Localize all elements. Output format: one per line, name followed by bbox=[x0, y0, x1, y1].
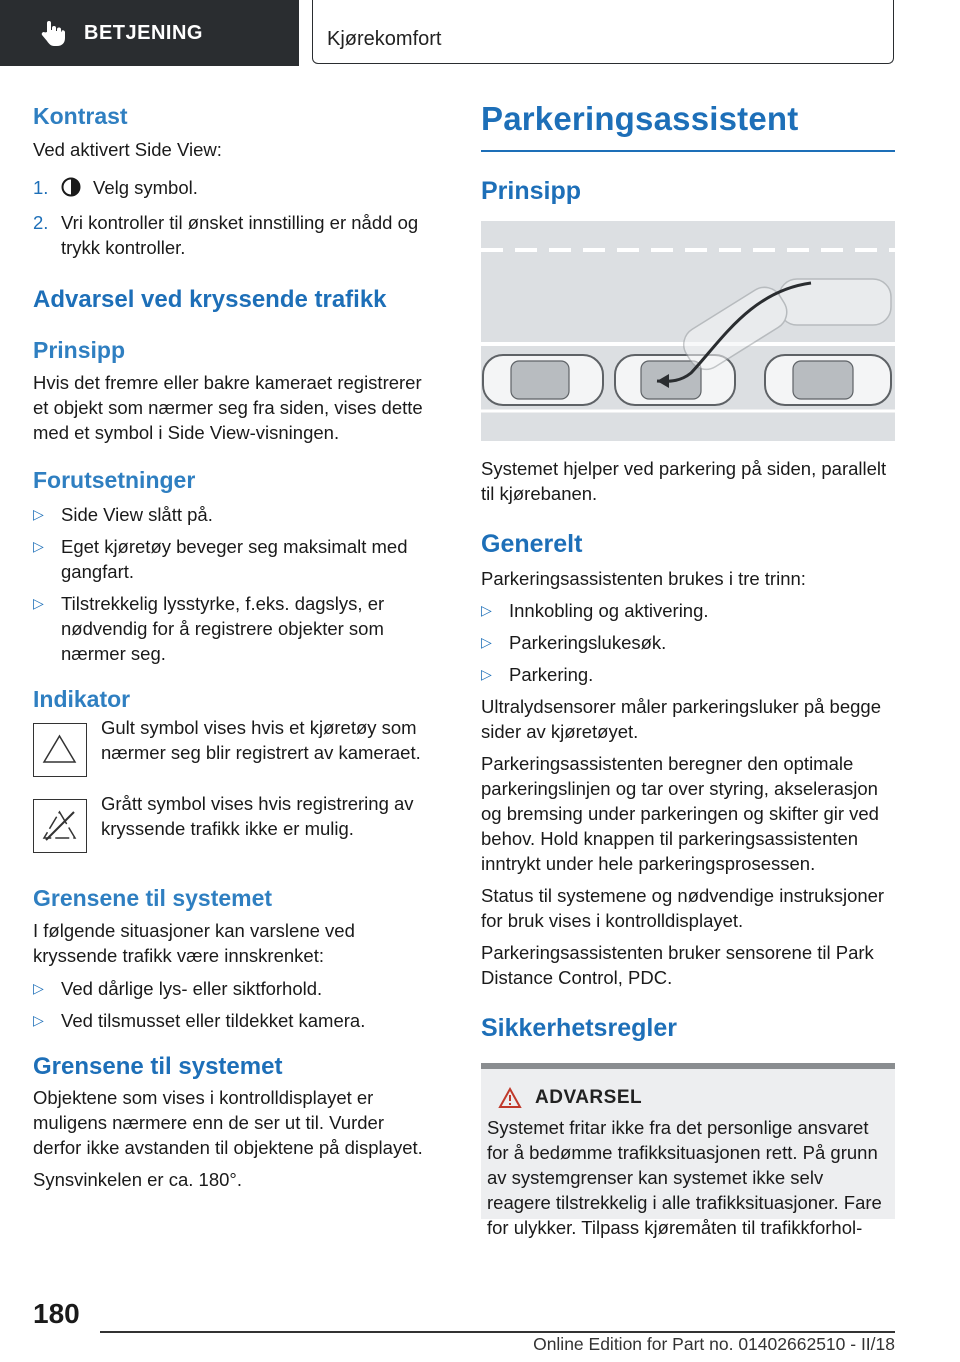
paragraph: Parkeringsassistenten bruker sensorene til Park Distance Control, PDC. bbox=[481, 942, 874, 988]
generelt-heading: Generelt bbox=[481, 530, 583, 558]
edition-info: Online Edition for Part no. 01402662510 - II/18 bbox=[533, 1334, 895, 1354]
list-item-text: Parkering. bbox=[509, 664, 594, 685]
contrast-icon bbox=[61, 177, 81, 203]
list-item-text: Parkeringslukesøk. bbox=[509, 632, 667, 653]
warning-label: ADVARSEL bbox=[535, 1087, 643, 1108]
list-item bbox=[33, 502, 435, 527]
step-2-text: Vri kontroller til ønsket innstilling er nådd og trykk kontroller. bbox=[61, 212, 419, 258]
triangle-bullet-icon: ▷ bbox=[33, 1012, 44, 1028]
triangle-bullet-icon: ▷ bbox=[33, 506, 44, 522]
list-item-text: Ved dårlige lys- eller siktforhold. bbox=[61, 978, 323, 999]
section-tab bbox=[0, 0, 299, 66]
list-item bbox=[481, 630, 895, 655]
warning-text: Systemet fritar ikke fra det personlige ansvaret for å bedømme trafikksituasjonen rett. På grunn av systemgrenser kan systemet ikke selv reagere tilstrekkelig i alle trafikksituasjoner. Fare for ulykker. Tilpass kjøremåten til trafikkforhol- bbox=[487, 1117, 882, 1238]
page-header bbox=[0, 0, 960, 66]
sikkerhet-heading: Sikkerhetsregler bbox=[481, 1014, 677, 1042]
list-item-text: Eget kjøretøy beveger seg maksimalt med gangfart. bbox=[61, 536, 408, 582]
warning-triangle-icon bbox=[33, 723, 87, 777]
parking-illustration bbox=[481, 221, 895, 441]
step-1-number: 1. bbox=[33, 177, 49, 198]
right-column bbox=[481, 100, 895, 1238]
warning-box bbox=[481, 1063, 895, 1238]
grense2-heading: Grensene til systemet bbox=[33, 1053, 283, 1080]
indicator-yellow bbox=[33, 715, 435, 777]
illustration-caption: Systemet hjelper ved parkering på siden, parallelt til kjørebanen. bbox=[481, 458, 887, 504]
list-item-text: Side View slått på. bbox=[61, 504, 213, 525]
grense-heading: Grensene til systemet bbox=[33, 885, 273, 911]
triangle-bullet-icon: ▷ bbox=[481, 602, 492, 618]
list-item bbox=[481, 598, 895, 623]
step-2 bbox=[33, 210, 435, 260]
paragraph: Parkeringsassistenten beregner den optimale parkeringslinjen og tar over styring, akselerasjon og bremsing under parkeringen og skifter gir ved behov. Hold knappen til parkeringsassistenten inntrykt under hele parkeringsprosessen. bbox=[481, 753, 879, 874]
step-1-text: Velg symbol. bbox=[93, 177, 198, 198]
list-item bbox=[33, 534, 435, 584]
step-1 bbox=[33, 175, 435, 203]
indikator-heading: Indikator bbox=[33, 686, 131, 712]
parking-assistant-heading: Parkeringsassistent bbox=[481, 100, 895, 152]
prinsipp-heading: Prinsipp bbox=[33, 337, 126, 363]
list-item bbox=[33, 591, 435, 666]
triangle-bullet-icon: ▷ bbox=[481, 634, 492, 650]
indicator-yellow-text: Gult symbol vises hvis et kjøretøy som nærmer seg blir registrert av kameraet. bbox=[101, 717, 421, 763]
forutsetninger-heading: Forutsetninger bbox=[33, 467, 196, 493]
parked-car-left bbox=[483, 355, 603, 405]
triangle-bullet-icon: ▷ bbox=[33, 980, 44, 996]
triangle-bullet-icon: ▷ bbox=[33, 595, 44, 611]
kontrast-heading: Kontrast bbox=[33, 103, 128, 129]
chapter-name: Kjørekomfort bbox=[327, 28, 442, 50]
parked-car-right bbox=[765, 355, 891, 405]
triangle-bullet-icon: ▷ bbox=[33, 538, 44, 554]
list-item-text: Innkobling og aktivering. bbox=[509, 600, 709, 621]
kontrast-intro: Ved aktivert Side View: bbox=[33, 139, 222, 160]
list-item bbox=[33, 976, 435, 1001]
list-item-text: Ved tilsmusset eller tildekket kamera. bbox=[61, 1010, 366, 1031]
cross-traffic-heading: Advarsel ved kryssende trafikk bbox=[33, 286, 387, 313]
section-name: BETJENING bbox=[84, 21, 203, 44]
footer-divider bbox=[100, 1331, 895, 1333]
page-number: 180 bbox=[33, 1298, 80, 1329]
grense-intro: I følgende situasjoner kan varslene ved kryssende trafikk være innskrenket: bbox=[33, 920, 355, 966]
step-2-number: 2. bbox=[33, 212, 49, 233]
generelt-intro: Parkeringsassistenten brukes i tre trinn: bbox=[481, 568, 806, 589]
triangle-bullet-icon: ▷ bbox=[481, 666, 492, 682]
crossed-warning-triangle-icon bbox=[33, 799, 87, 853]
indicator-grey-text: Grått symbol vises hvis registrering av kryssende trafikk ikke er mulig. bbox=[101, 793, 414, 839]
list-item bbox=[481, 662, 895, 687]
prinsipp-text: Hvis det fremre eller bakre kameraet registrerer et objekt som nærmer seg fra siden, vises dette med et symbol i Side View-visningen. bbox=[33, 372, 423, 443]
synsvinkel-text: Synsvinkelen er ca. 180°. bbox=[33, 1169, 242, 1190]
hand-pointer-icon bbox=[38, 18, 68, 48]
paragraph: Status til systemene og nødvendige instruksjoner for bruk vises i kontrolldisplayet. bbox=[481, 885, 885, 931]
prinsipp-heading: Prinsipp bbox=[481, 177, 582, 205]
warning-triangle-icon bbox=[499, 1088, 521, 1108]
paragraph: Ultralydsensorer måler parkeringsluker på begge sider av kjøretøyet. bbox=[481, 696, 881, 742]
indicator-grey bbox=[33, 791, 435, 853]
grense2-text: Objektene som vises i kontrolldisplayet er muligens nærmere enn de ser ut til. Vurder derfor ikke avstanden til objektene på displayet. bbox=[33, 1087, 423, 1158]
left-column bbox=[33, 100, 435, 1192]
chapter-tab bbox=[312, 0, 894, 64]
list-item-text: Tilstrekkelig lysstyrke, f.eks. dagslys, er nødvendig for å registrere objekter som nærmer seg. bbox=[61, 593, 385, 664]
list-item bbox=[33, 1008, 435, 1033]
warning-title bbox=[499, 1087, 887, 1109]
